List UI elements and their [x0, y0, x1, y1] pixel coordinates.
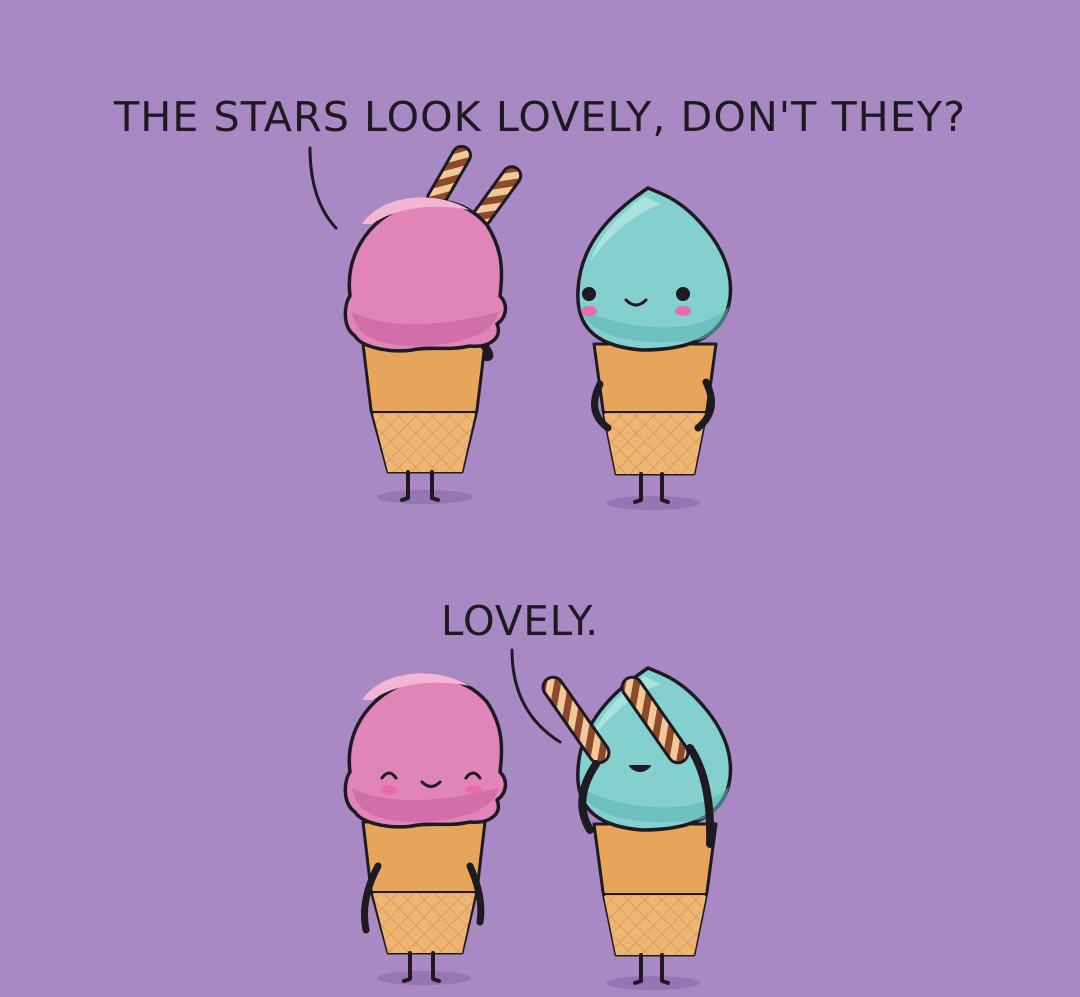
speech-text-1: THE STARS LOOK LOVELY, DON'T THEY? — [112, 93, 966, 141]
ground-shadow — [606, 976, 700, 990]
cone-waffle — [604, 896, 706, 955]
ground-shadow — [377, 971, 471, 985]
speech-text-2: LOVELY. — [441, 597, 599, 645]
cone-waffle — [373, 894, 475, 953]
ground-shadow — [606, 496, 700, 510]
cone-waffle — [604, 414, 706, 474]
cone-waffle — [373, 414, 475, 472]
ground-shadow — [377, 490, 473, 504]
